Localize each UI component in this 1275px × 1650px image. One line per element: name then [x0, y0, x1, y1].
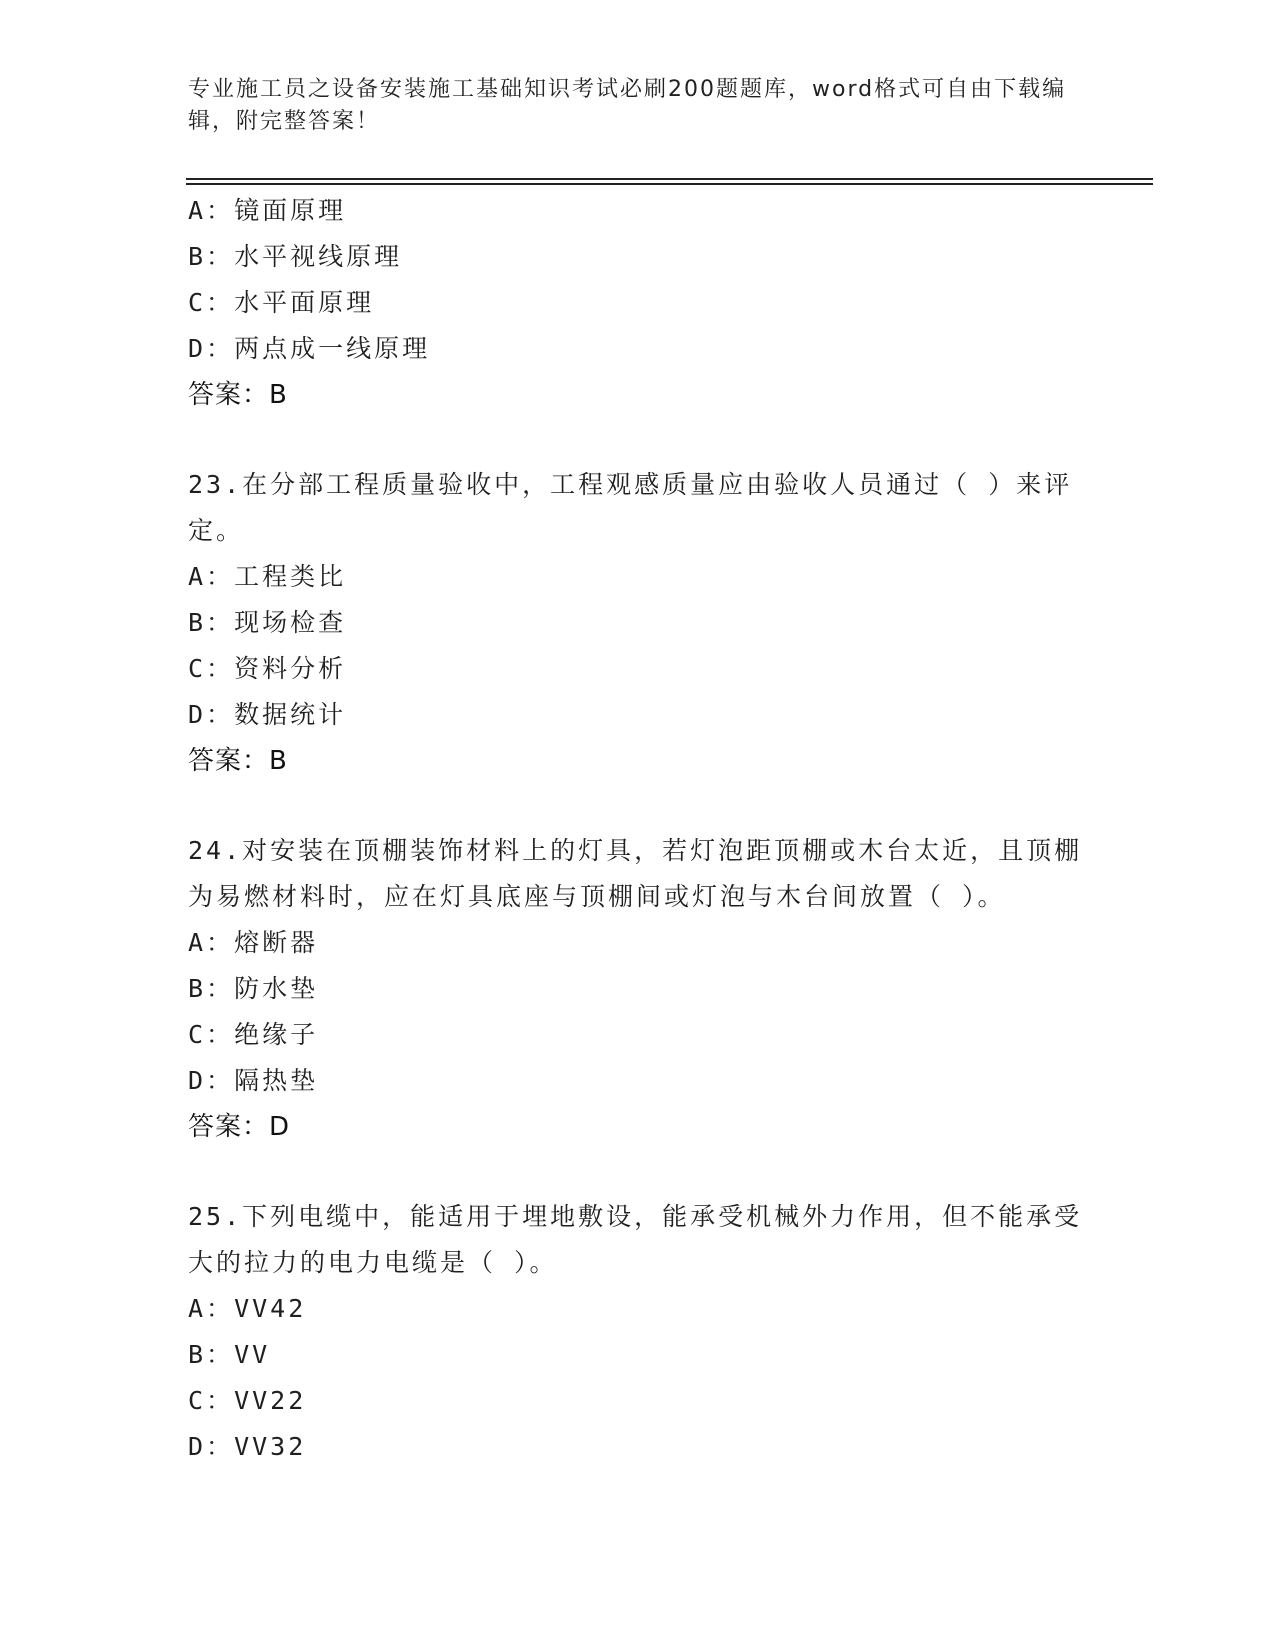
- option-letter: C：: [188, 1020, 235, 1049]
- option-letter: B：: [188, 1340, 235, 1369]
- header-rule-bottom: [186, 183, 1153, 185]
- option-b: [188, 234, 1088, 280]
- option-c: [188, 1378, 1088, 1424]
- option-a: [188, 920, 1088, 966]
- option-text: VV42: [234, 1294, 307, 1323]
- option-text: 防水垫: [234, 974, 319, 1003]
- header-rule-top: [186, 178, 1153, 180]
- option-c: [188, 646, 1088, 692]
- spacer: [188, 418, 1088, 462]
- option-letter: A：: [188, 928, 235, 957]
- option-text: VV32: [234, 1432, 307, 1461]
- option-letter: D：: [188, 700, 235, 729]
- option-letter: C：: [188, 288, 235, 317]
- answer-line: 答案：D: [188, 1112, 291, 1142]
- option-text: 工程类比: [234, 562, 347, 591]
- option-letter: A：: [188, 562, 235, 591]
- option-b: [188, 966, 1088, 1012]
- answer-line: 答案：B: [188, 380, 288, 410]
- option-d: [188, 326, 1088, 372]
- question-stem: 23.在分部工程质量验收中，工程观感质量应由验收人员通过（ ）来评定。: [188, 470, 1073, 545]
- option-text: 镜面原理: [234, 196, 347, 225]
- option-letter: B：: [188, 608, 235, 637]
- question-list: [188, 188, 1088, 1470]
- option-b: [188, 600, 1088, 646]
- option-d: [188, 692, 1088, 738]
- option-text: 熔断器: [234, 928, 319, 957]
- option-text: 资料分析: [234, 654, 347, 683]
- option-d: [188, 1058, 1088, 1104]
- option-text: 水平面原理: [234, 288, 375, 317]
- option-d: [188, 1424, 1088, 1470]
- option-letter: A：: [188, 1294, 235, 1323]
- option-text: 数据统计: [234, 700, 347, 729]
- option-a: [188, 188, 1088, 234]
- question-block: [188, 188, 1088, 418]
- question-stem: 24.对安装在顶棚装饰材料上的灯具，若灯泡距顶棚或木台太近，且顶棚为易燃材料时，应在灯具底座与顶棚间或灯泡与木台间放置（ ）。: [188, 836, 1083, 911]
- option-c: [188, 280, 1088, 326]
- document-header-title: 专业施工员之设备安装施工基础知识考试必刷200题题库，word格式可自由下载编辑，附完整答案！: [188, 77, 1067, 134]
- option-letter: D：: [188, 1066, 235, 1095]
- option-letter: B：: [188, 974, 235, 1003]
- question-block: [188, 828, 1088, 1150]
- option-c: [188, 1012, 1088, 1058]
- option-letter: C：: [188, 1386, 235, 1415]
- option-text: 绝缘子: [234, 1020, 319, 1049]
- question-block: [188, 1194, 1088, 1470]
- option-letter: C：: [188, 654, 235, 683]
- option-a: [188, 1286, 1088, 1332]
- option-letter: D：: [188, 334, 235, 363]
- option-letter: B：: [188, 242, 235, 271]
- answer-line: 答案：B: [188, 746, 288, 776]
- spacer: [188, 784, 1088, 828]
- spacer: [188, 1150, 1088, 1194]
- option-text: 现场检查: [234, 608, 347, 637]
- option-a: [188, 554, 1088, 600]
- option-letter: D：: [188, 1432, 235, 1461]
- option-text: 两点成一线原理: [234, 334, 431, 363]
- option-text: VV22: [234, 1386, 307, 1415]
- option-letter: A：: [188, 196, 235, 225]
- question-block: [188, 462, 1088, 784]
- option-b: [188, 1332, 1088, 1378]
- question-stem: 25.下列电缆中，能适用于埋地敷设，能承受机械外力作用，但不能承受大的拉力的电力电缆是（ ）。: [188, 1202, 1083, 1277]
- option-text: 隔热垫: [234, 1066, 319, 1095]
- option-text: 水平视线原理: [234, 242, 403, 271]
- option-text: VV: [234, 1340, 271, 1369]
